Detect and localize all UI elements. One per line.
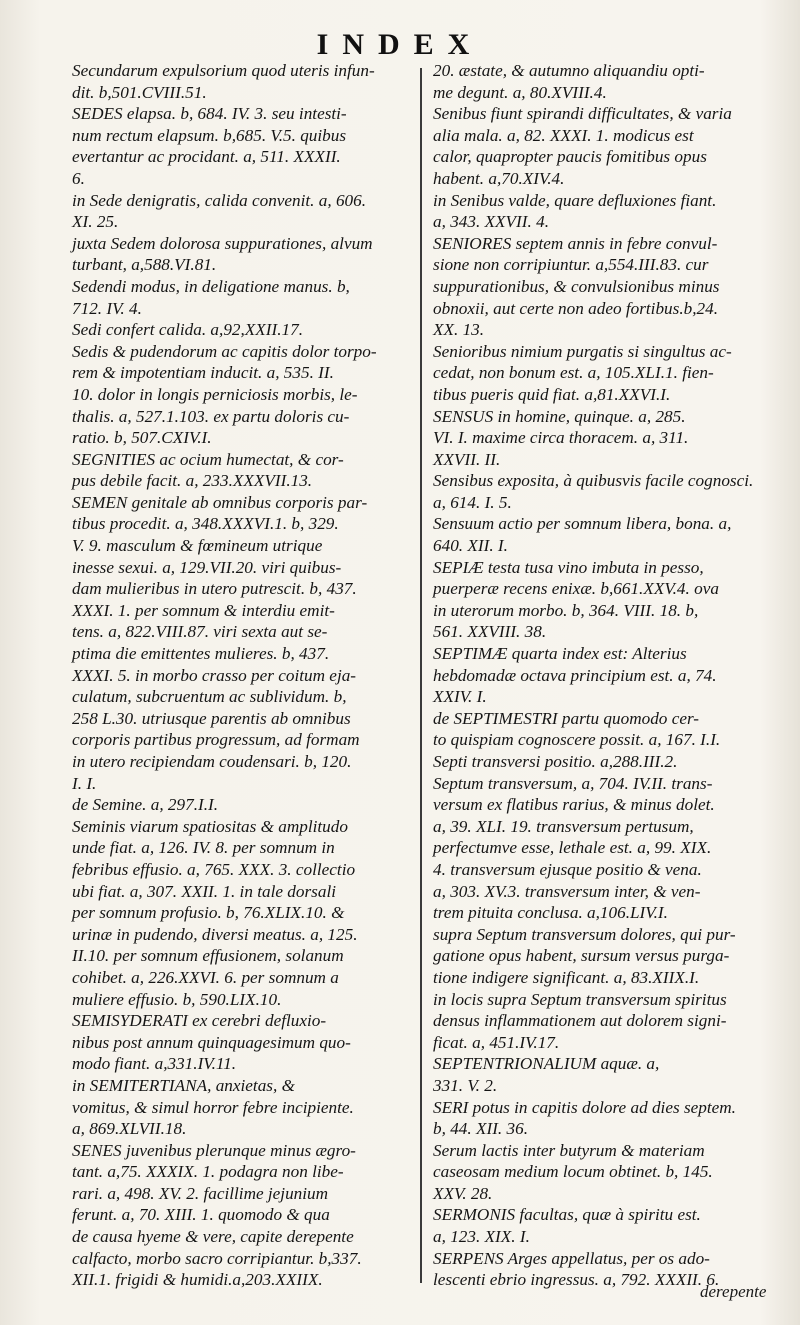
index-entry [433, 406, 763, 471]
index-entry [433, 1140, 763, 1205]
index-entry-line: 561. XXVIII. 38. [433, 622, 547, 642]
index-entry-line: SENES juvenibus plerunque minus ægro- [72, 1140, 356, 1160]
index-entry-line: SERMONIS facultas, quæ à spiritu est. [433, 1205, 701, 1225]
index-entry-line: Serum lactis inter butyrum & materiam [433, 1140, 705, 1160]
index-entry-line: de SEPTIMESTRI partu quomodo cer- [433, 708, 700, 728]
index-entry-line: obnoxii, aut certe non adeo fortibus.b,24. [433, 298, 718, 318]
index-entry [433, 643, 763, 708]
index-entry [72, 492, 408, 794]
index-entry-line: 20. æstate, & autumno aliquandiu opti- [433, 61, 705, 80]
index-entry-line: hebdomadæ octava principium est. a, 74. [433, 665, 717, 685]
index-entry [433, 190, 763, 233]
index-entry-line: de causa hyeme & vere, capite derepente [72, 1227, 354, 1247]
index-entry-line: evertantur ac procidant. a, 511. XXXII. [72, 147, 341, 167]
index-entry-line: dit. b,501.CVIII.51. [72, 82, 207, 102]
index-entry-line: a, 343. XXVII. 4. [433, 212, 549, 232]
index-entry [72, 233, 408, 276]
index-entry [433, 557, 763, 643]
index-entry [72, 341, 408, 449]
index-entry [433, 1097, 763, 1140]
index-entry-line: habent. a,70.XIV.4. [433, 168, 565, 188]
index-entry [433, 924, 763, 989]
index-entry-line: b, 44. XII. 36. [433, 1119, 528, 1139]
index-entry-line: gatione opus habent, sursum versus purga- [433, 946, 730, 966]
index-entry-line: densus inflammationem aut dolorem signi- [433, 1011, 727, 1031]
index-entry-line: culatum, subcruentum ac sublividum. b, [72, 687, 347, 707]
index-entry-line: tant. a,75. XXXIX. 1. podagra non libe- [72, 1162, 344, 1182]
index-entry-line: num rectum elapsum. b,685. V.5. quibus [72, 125, 347, 145]
index-entry-line: dam mulieribus in utero putrescit. b, 437. [72, 579, 357, 599]
index-entry-line: 331. V. 2. [433, 1075, 498, 1095]
index-entry-line: de Semine. a, 297.I.I. [72, 795, 219, 815]
index-entry-line: ratio. b, 507.CXIV.I. [72, 428, 212, 448]
index-entry-line: Septi transversi positio. a,288.III.2. [433, 752, 678, 771]
index-entry [433, 60, 763, 103]
index-entry-line: rari. a, 498. XV. 2. facillime jejunium [72, 1183, 329, 1203]
index-entry-line: in SEMITERTIANA, anxietas, & [72, 1075, 295, 1095]
index-entry-line: me degunt. a, 80.XVIII.4. [433, 82, 607, 102]
index-entry-line: to quispiam cognoscere possit. a, 167. I.I. [433, 730, 721, 750]
index-entry-line: suppurationibus, & convulsionibus minus [433, 276, 720, 296]
index-entry [433, 341, 763, 406]
index-entry-line: corporis partibus progressum, ad formam [72, 730, 360, 750]
catchword: derepente [700, 1282, 767, 1301]
index-entry-line: supra Septum transversum dolores, qui pur- [433, 924, 736, 944]
index-entry-line: vomitus, & simul horror febre incipiente. [72, 1097, 354, 1117]
index-entry-line: alia mala. a, 82. XXXI. 1. modicus est [433, 125, 694, 145]
index-entry [433, 751, 763, 773]
index-entry-line: 4. transversum ejusque positio & vena. [433, 859, 702, 879]
index-entry-line: Senibus fiunt spirandi difficultates, & varia [433, 104, 732, 124]
index-entry [433, 470, 763, 513]
index-entry-line: tibus procedit. a, 348.XXXVI.1. b, 329. [72, 514, 339, 534]
index-entry-line: SERI potus in capitis dolore ad dies septem. [433, 1097, 736, 1117]
index-entry-line: sione non corripiuntur. a,554.III.83. cur [433, 255, 709, 275]
index-entry-line: caseosam medium locum obtinet. b, 145. [433, 1162, 713, 1182]
index-column-left [72, 60, 408, 1291]
index-entry-line: a, 869.XLVII.18. [72, 1119, 187, 1139]
index-entry-line: II.10. per somnum effusionem, solanum [72, 946, 344, 966]
index-entry-line: Sedi confert calida. a,92,XXII.17. [72, 320, 304, 340]
index-entry-line: turbant, a,588.VI.81. [72, 255, 217, 275]
index-entry-line: XXIV. I. [433, 687, 487, 707]
index-entry [433, 708, 763, 751]
index-entry [433, 103, 763, 189]
index-entry [72, 319, 408, 341]
index-entry [433, 1053, 763, 1096]
index-entry-line: XXXI. 1. per somnum & interdiu emit- [72, 600, 335, 620]
index-entry-line: modo fiant. a,331.IV.11. [72, 1054, 237, 1074]
index-entry [72, 1140, 408, 1291]
index-entry-line: cohibet. a, 226.XXVI. 6. per somnum a [72, 967, 339, 987]
index-entry-line: tibus pueris quid fiat. a,81.XXVI.I. [433, 384, 671, 404]
index-entry-line: a, 614. I. 5. [433, 492, 512, 512]
index-entry-line: SENIORES septem annis in febre convul- [433, 233, 718, 253]
index-entry-line: in Senibus valde, quare defluxiones fiant. [433, 190, 717, 210]
index-entry-line: SEGNITIES ac ocium humectat, & cor- [72, 449, 344, 469]
index-entry-line: a, 39. XLI. 19. transversum pertusum, [433, 816, 694, 836]
index-entry-line: ferunt. a, 70. XIII. 1. quomodo & qua [72, 1205, 330, 1225]
index-entry-line: in Sede denigratis, calida convenit. a, 606. [72, 190, 367, 210]
index-entry-line: Sensibus exposita, à quibusvis facile cognosci. [433, 471, 754, 491]
index-entry-line: in utero recipiendam coudensari. b, 120. [72, 752, 352, 771]
index-entry-line: inesse sexui. a, 129.VII.20. viri quibus- [72, 557, 342, 577]
index-entry-line: cedat, non bonum est. a, 105.XLI.1. fien- [433, 363, 714, 383]
index-entry-line: Senioribus nimium purgatis si singultus ac- [433, 341, 732, 361]
index-entry-line: 640. XII. I. [433, 536, 508, 556]
column-divider [420, 68, 422, 1283]
index-entry-line: ficat. a, 451.IV.17. [433, 1032, 560, 1052]
index-entry [433, 513, 763, 556]
index-entry [72, 794, 408, 816]
index-entry-line: thalis. a, 527.1.103. ex partu doloris cu- [72, 406, 350, 426]
index-entry-line: tione indigere significant. a, 83.XIIX.I. [433, 967, 700, 987]
index-entry-line: Sedis & pudendorum ac capitis dolor torpo- [72, 341, 377, 361]
index-entry [433, 773, 763, 924]
index-entry-line: puerperæ recens enixæ. b,661.XXV.4. ova [433, 579, 719, 599]
index-entry [72, 276, 408, 319]
index-entry-line: XI. 25. [72, 212, 119, 232]
index-entry [72, 449, 408, 492]
index-entry-line: XX. 13. [433, 320, 485, 340]
index-entry [433, 233, 763, 341]
index-entry [433, 1204, 763, 1247]
index-entry-line: SENSUS in homine, quinque. a, 285. [433, 406, 686, 426]
index-entry-line: 6. [72, 168, 85, 188]
index-entry-line: V. 9. masculum & fœmineum utrique [72, 536, 323, 556]
index-entry-line: ptima die emittentes mulieres. b, 437. [72, 644, 330, 664]
index-entry-line: XXV. 28. [433, 1183, 493, 1203]
index-entry-line: I. I. [72, 773, 97, 793]
index-entry-line: perfectumve esse, lethale est. a, 99. XIX. [433, 838, 712, 858]
index-entry-line: Sedendi modus, in deligatione manus. b, [72, 276, 350, 296]
index-entry-line: versum ex flatibus rarius, & minus dolet. [433, 795, 715, 815]
index-entry [72, 1010, 408, 1075]
page-title: INDEX [316, 28, 484, 61]
index-entry [72, 60, 408, 103]
index-entry-line: calor, quapropter paucis fomitibus opus [433, 147, 707, 167]
index-entry [433, 989, 763, 1054]
index-entry-line: a, 303. XV.3. transversum inter, & ven- [433, 881, 701, 901]
index-entry-line: unde fiat. a, 126. IV. 8. per somnum in [72, 838, 335, 858]
index-entry-line: juxta Sedem dolorosa suppurationes, alvum [72, 233, 373, 253]
index-entry-line: SEPIÆ testa tusa vino imbuta in pesso, [433, 557, 704, 577]
index-entry-line: trem pituita conclusa. a,106.LIV.I. [433, 903, 668, 923]
index-entry-line: 712. IV. 4. [72, 298, 142, 318]
index-entry-line: nibus post annum quinquagesimum quo- [72, 1032, 351, 1052]
index-entry-line: Secundarum expulsorium quod uteris infun- [72, 61, 375, 80]
index-entry [72, 816, 408, 1010]
index-entry-line: SERPENS Arges appellatus, per os ado- [433, 1248, 710, 1268]
index-entry-line: muliere effusio. b, 590.LIX.10. [72, 989, 282, 1009]
index-entry-line: Sensuum actio per somnum libera, bona. a, [433, 514, 732, 534]
index-entry-line: per somnum profusio. b, 76.XLIX.10. & [72, 903, 345, 923]
index-entry-line: XII.1. frigidi & humidi.a,203.XXIIX. [72, 1270, 323, 1290]
index-entry [72, 103, 408, 189]
index-entry-line: rem & impotentiam inducit. a, 535. II. [72, 363, 334, 383]
index-entry-line: 258 L.30. utriusque parentis ab omnibus [72, 708, 351, 728]
index-entry-line: in locis supra Septum transversum spiritus [433, 989, 727, 1009]
index-entry-line: SEPTENTRIONALIUM aquæ. a, [433, 1054, 660, 1074]
index-entry-line: a, 123. XIX. I. [433, 1227, 530, 1247]
index-entry-line: calfacto, morbo sacro corripiantur. b,337. [72, 1248, 362, 1268]
index-entry-line: SEPTIMÆ quarta index est: Alterius [433, 644, 687, 664]
index-entry-line: XXVII. II. [433, 449, 501, 469]
index-entry-line: urinæ in pudendo, diversi meatus. a, 125. [72, 924, 358, 944]
index-entry-line: febribus effusio. a, 765. XXX. 3. collectio [72, 859, 356, 879]
index-entry-line: ubi fiat. a, 307. XXII. 1. in tale dorsali [72, 881, 337, 901]
index-entry [72, 190, 408, 233]
index-entry-line: Seminis viarum spatiositas & amplitudo [72, 816, 348, 836]
index-entry [72, 1075, 408, 1140]
index-entry-line: in uterorum morbo. b, 364. VIII. 18. b, [433, 600, 699, 620]
index-entry-line: SEMISYDERATI ex cerebri defluxio- [72, 1011, 327, 1031]
index-entry-line: Septum transversum, a, 704. IV.II. trans- [433, 773, 713, 793]
index-column-right [433, 60, 763, 1291]
index-entry-line: SEMEN genitale ab omnibus corporis par- [72, 492, 368, 512]
index-entry-line: pus debile facit. a, 233.XXXVII.13. [72, 471, 313, 491]
index-entry-line: VI. I. maxime circa thoracem. a, 311. [433, 428, 689, 448]
index-entry-line: SEDES elapsa. b, 684. IV. 3. seu intesti- [72, 104, 347, 124]
index-entry-line: lescenti ebrio ingressus. a, 792. XXXII. 6. [433, 1270, 720, 1290]
index-entry-line: tens. a, 822.VIII.87. viri sexta aut se- [72, 622, 328, 642]
index-entry-line: XXXI. 5. in morbo crasso per coitum eja- [72, 665, 357, 685]
index-entry-line: 10. dolor in longis perniciosis morbis, le- [72, 384, 358, 404]
